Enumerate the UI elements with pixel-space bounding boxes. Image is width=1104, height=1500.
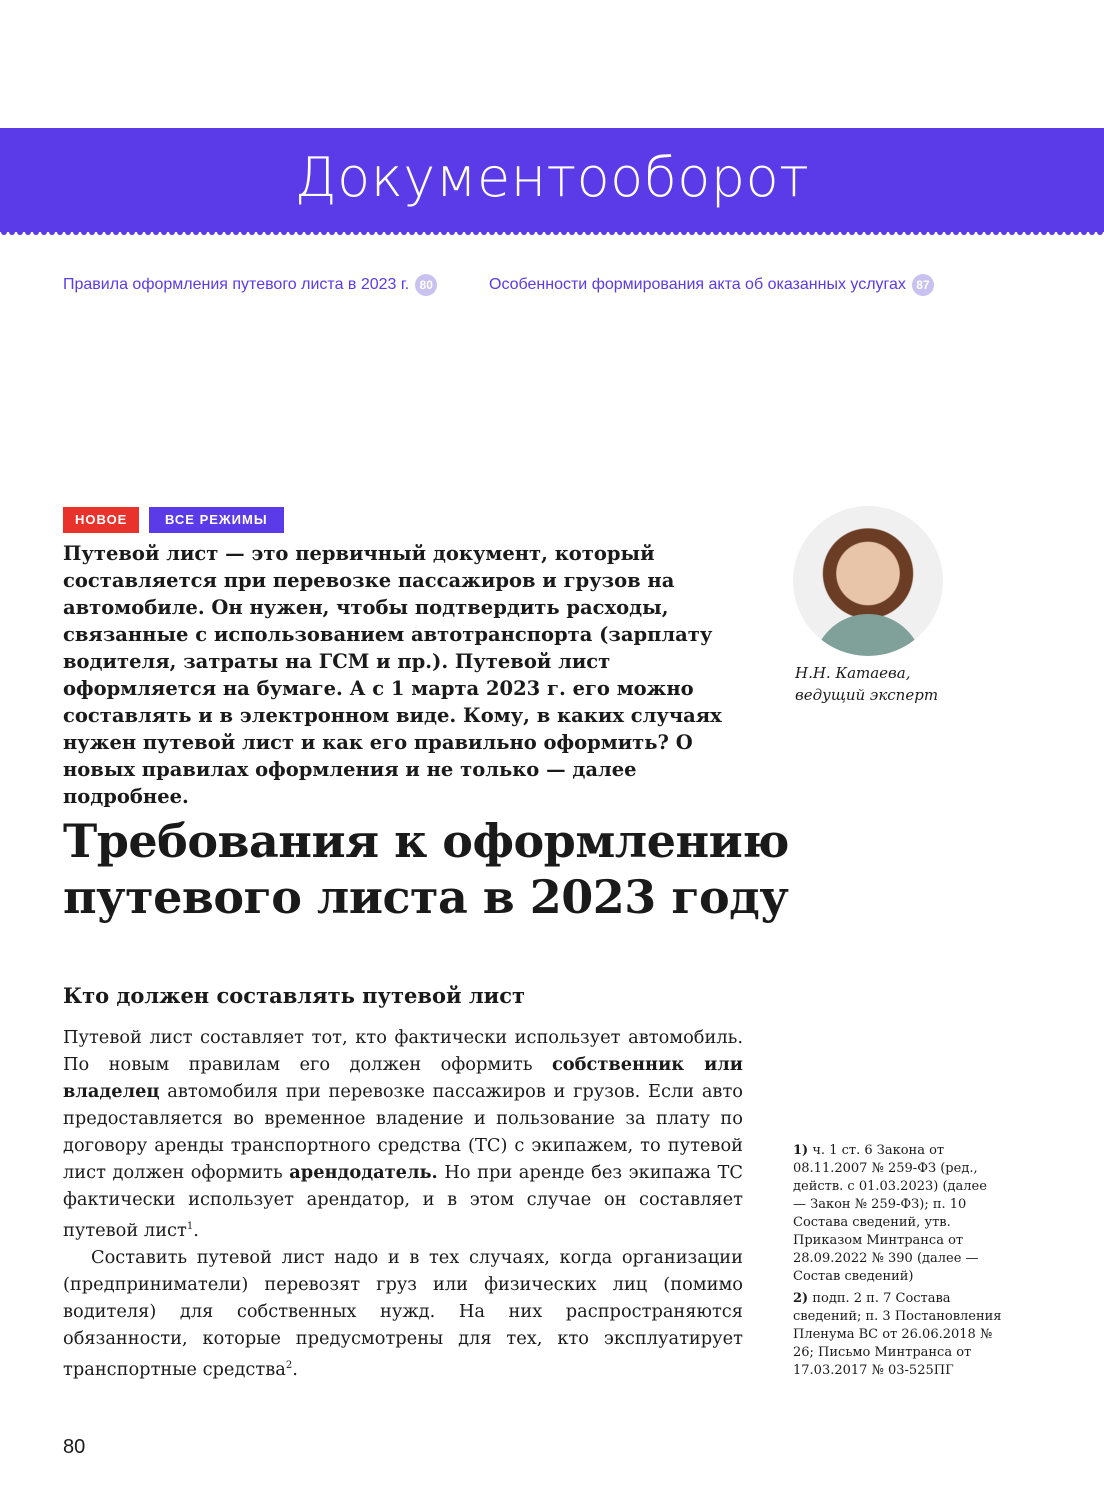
lead-paragraph: Путевой лист — это первичный документ, который составляется при перевозке пассажиров и грузов на автомобиле. Он нужен, чтобы подтвердить расходы, связанные с использованием автотранспорта (зарплату водителя, затраты на ГСМ и пр.). Путевой лист оформляется на бумаге. А с 1 марта 2023 г. его можно составлять и в электронном виде. Кому, в каких случаях нужен путевой лист и как его правильно оформить? О новых правилах оформления и не только — далее подробнее. bbox=[63, 542, 722, 808]
toc-page-badge: 80 bbox=[415, 274, 437, 296]
article-title-line-2: путевого листа в 2023 году bbox=[63, 870, 789, 924]
tag-new: НОВОЕ bbox=[63, 507, 139, 533]
author-caption bbox=[795, 662, 995, 706]
text-run: . bbox=[292, 1358, 298, 1380]
toc-link-waybill-rules[interactable] bbox=[63, 274, 437, 296]
section-title: Документооборот bbox=[294, 146, 810, 209]
bold-text-run: собственник или владелец bbox=[63, 1054, 743, 1102]
text-run: Составить путевой лист надо и в тех случаях, когда организации (предприниматели) перевозят груз или физических лиц (помимо водителя) для собственных нужд. На них распространяются обязанности, которые предусмотрены для тех, кто эксплуатирует транспортные средства bbox=[63, 1246, 743, 1380]
page-number: 80 bbox=[63, 1436, 86, 1458]
body-paragraph-2 bbox=[63, 1244, 743, 1383]
article-body bbox=[63, 1024, 743, 1383]
section-subheading: Кто должен составлять путевой лист bbox=[63, 983, 526, 1008]
tag-all-modes: ВСЕ РЕЖИМЫ bbox=[149, 507, 284, 533]
author-photo-shoulders bbox=[813, 614, 923, 656]
author-role: ведущий эксперт bbox=[795, 686, 939, 704]
footnote-1 bbox=[793, 1142, 1003, 1286]
toc-link-label: Особенности формирования акта об оказанных услугах bbox=[489, 276, 906, 294]
footnote-number: 2) bbox=[793, 1291, 809, 1306]
toc-link-services-act[interactable] bbox=[489, 274, 934, 296]
text-run: Но при аренде без экипажа ТС фактически использует арендатор, и в этом случае он составляет путевой лист bbox=[63, 1162, 744, 1241]
author-photo bbox=[793, 506, 943, 656]
footnote-text: подп. 2 п. 7 Состава сведений; п. 3 Постановления Пленума ВС от 26.06.2018 № 26; Письмо Минтранса от 17.03.2017 № 03-525ПГ bbox=[793, 1291, 1002, 1378]
footnotes bbox=[793, 1142, 1003, 1384]
bold-text-run: арендодатель. bbox=[289, 1162, 438, 1183]
footnote-ref-1[interactable]: 1 bbox=[186, 1221, 194, 1232]
article-title-line-1: Требования к оформлению bbox=[63, 814, 789, 868]
footnote-text: ч. 1 ст. 6 Закона от 08.11.2007 № 259-ФЗ (ред., действ. с 01.03.2023) (далее — Закон № 259-ФЗ); п. 10 Состава сведений, утв. Приказом Минтранса от 28.09.2022 № 390 (далее — Состав сведений) bbox=[793, 1143, 987, 1284]
author-name: Н.Н. Катаева, bbox=[795, 664, 911, 682]
article-title bbox=[63, 813, 863, 925]
banner-bottom-edge bbox=[0, 232, 1104, 240]
text-run: автомобиля при перевозке пассажиров и грузов. Если авто предоставляется во временное владение и пользование за плату по договору аренды транспортного средства (ТС) с экипажем, то путевой лист должен оформить bbox=[63, 1081, 743, 1183]
body-paragraph-1 bbox=[63, 1024, 743, 1244]
text-run: Путевой лист составляет тот, кто фактически использует автомобиль. По новым правилам его должен оформить bbox=[63, 1027, 743, 1075]
footnote-2 bbox=[793, 1290, 1003, 1380]
footnote-ref-2[interactable]: 2 bbox=[285, 1359, 293, 1371]
footnote-number: 1) bbox=[793, 1143, 809, 1158]
banner-top-edge bbox=[0, 124, 1104, 132]
toc-page-badge: 87 bbox=[912, 274, 934, 296]
toc-link-label: Правила оформления путевого листа в 2023 г. bbox=[63, 276, 410, 294]
text-run: . bbox=[193, 1219, 199, 1241]
